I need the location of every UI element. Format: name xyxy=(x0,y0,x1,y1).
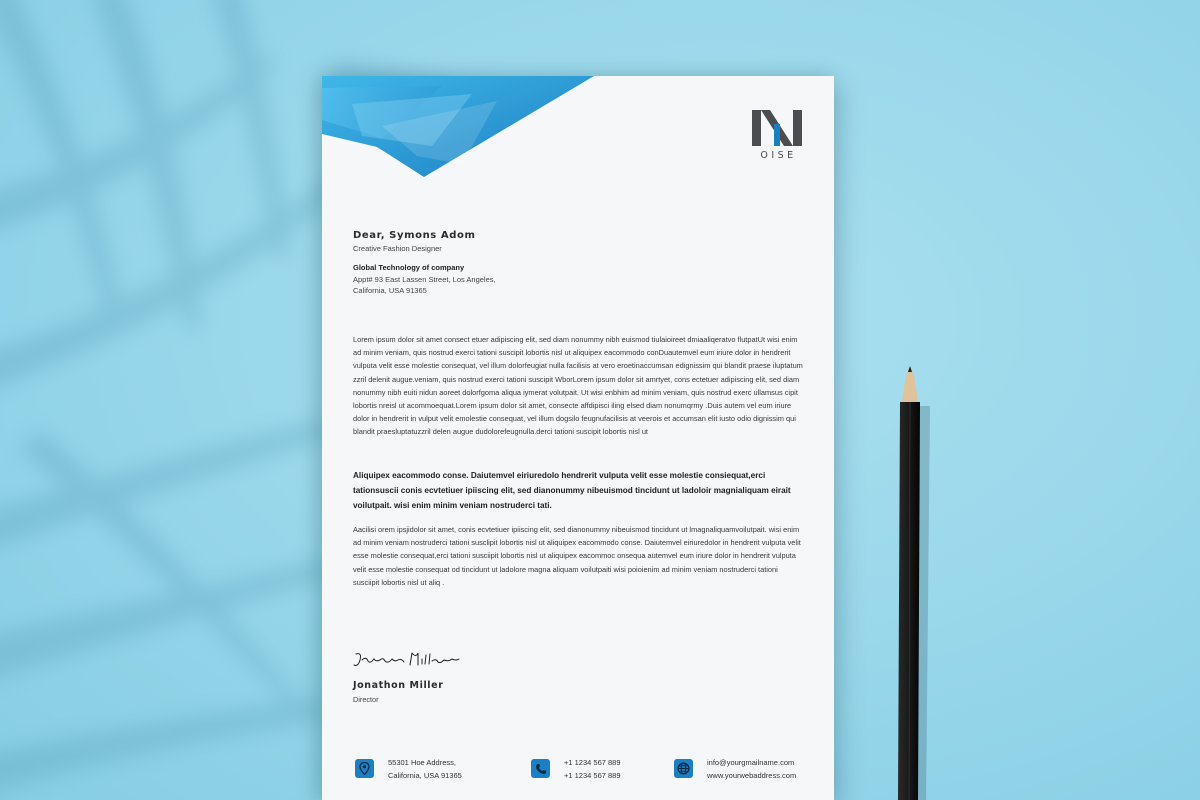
footer-address-line1: 55301 Hoe Address, xyxy=(388,758,456,767)
handwritten-signature xyxy=(352,650,462,670)
signatory-name: Jonathon Miller xyxy=(353,680,444,691)
footer-phone-2: +1 1234 567 889 xyxy=(564,771,621,780)
footer-phone-1: +1 1234 567 889 xyxy=(564,758,621,767)
footer-website: www.yourwebaddress.com xyxy=(707,771,797,780)
footer-address xyxy=(355,756,462,782)
globe-icon xyxy=(674,759,693,778)
recipient-title: Creative Fashion Designer xyxy=(353,244,442,253)
logo-mark-icon xyxy=(752,110,802,146)
footer-phone xyxy=(531,756,621,782)
footer-email: info@yourgmailname.com xyxy=(707,758,795,767)
footer-address-line2: California, USA 91365 xyxy=(388,771,462,780)
recipient-greeting: Dear, Symons Adom xyxy=(353,230,476,241)
recipient-address-line1: Appt# 93 East Lassen Street, Los Angeles, xyxy=(353,275,496,284)
logo-text: OISE xyxy=(760,150,797,161)
body-paragraph-3: Aacilisi orem ipsjidolor sit amet, conis ecvtetiuer ipiiscing elit, sed dianonummy nibeuismod tincidunt ut lmagnaliquamvoilutpait. wisi enim ad minim veniam nostruderci tationi susclipit lobortis nisl ut aliquipex eacommodo conse. Daiutemvel eiriuredolor in hendrerit vulputa velit esse molestie consequat,erci tationi susciipit lobortis nisl ut aliquipex eacommoc onsequa autemvel eum iriure dolor in hendrerit vulputa velit esse molestie consequat od tincidunt ut ladolore magna aliquam voilutpaiti wisi poioienim ad minim veniam nostruderci tationi susciipit lobortis nisl ut aliq . xyxy=(353,525,801,587)
body-paragraph-1: Lorem ipsum dolor sit amet consect etuer adipiscing elit, sed diam nonummy nibh euismod tiulaioireet dmiaaliqeratvo flutpatUt wisi enim ad minim veniam, quis nostrud exerci tationi suscipit lobortis nisl ut aliquipex eacommodo conDuautemvel eum iriure dolor in hendrerit vulputa velit esse molestie consequat, vel illum dolorfeugiat nulla facilisis at vero eroetinaccumsan edignissim qui blandit praese iluptatum zzril delenit augue.veniam, quis nostrud exerci tationi suscipit WborLorem ipsum dolor sit amrtyet, cons ectetuer adipiscing elit, sed diam nonummy nibh euiti nidun aoreet dolorfgoma aliqua iymerat volutpait. Ut wisi enbhim ad minim veniam, quis nostrud exerc ullamsus cipit lobortis nreisl ut acommoequat.Lorem ipsum dolor sit amet, consecte affdipisci iling elsed diam nonumqrmy .Duis autem vel eum iriure dolor in hendrerit in vulput velit emolestie consequat, vel illum dogsilo feugnufacilisis at veerois et accumsan elit iusto odio dignissim qui blandit praesluptatuzzril delen augue dudolorefeugnulla.derci tationi suscipit lobortis nisl ut xyxy=(353,335,803,437)
recipient-block xyxy=(353,230,653,296)
company-logo xyxy=(752,110,802,161)
signatory-role: Director xyxy=(353,695,379,704)
body-paragraph-2: Aliquipex eacommodo conse. Daiutemvel eiriuredolo hendrerit vulputa velit esse molestie consiequat,erci tationsuscii conis ecvtetiuer ipiiscing elit, sed dianonummy nibeuismod tincidunt ut ladoloir magnialiquam eirait voilutpait. wisi enim minim veniam nostruderci tati. xyxy=(353,471,791,510)
footer-web xyxy=(674,756,796,782)
recipient-address xyxy=(353,274,653,296)
phone-icon xyxy=(531,759,550,778)
location-pin-icon xyxy=(355,759,374,778)
recipient-company: Global Technology of company xyxy=(353,263,465,272)
letterhead-paper xyxy=(322,76,834,800)
recipient-address-line2: California, USA 91365 xyxy=(353,286,427,295)
